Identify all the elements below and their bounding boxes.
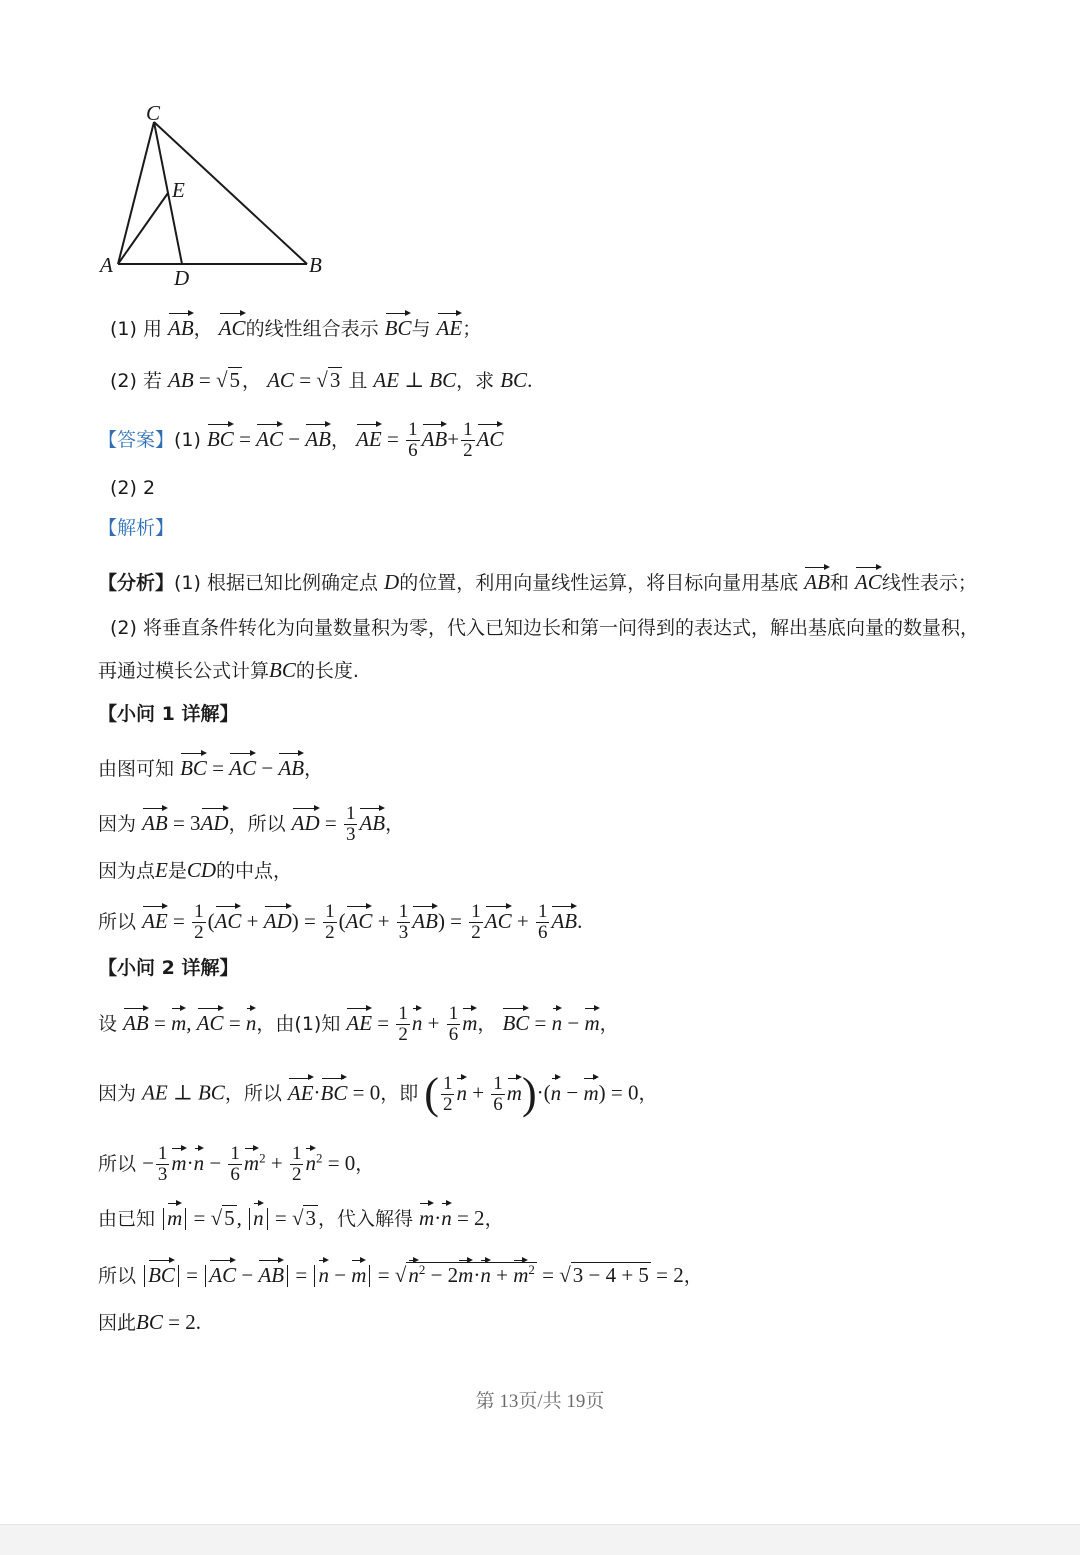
- part2-line-3: 所以 − $\frac{1}{3}$ m·n − $\frac{1}{6}$ $m^2$ + $\frac{1}{2}$ $n^2 = 0$，: [98, 1143, 375, 1185]
- triangle-figure: [96, 96, 346, 296]
- label-E: E: [172, 178, 185, 202]
- part1-title: 【小问 1 详解】: [98, 703, 239, 725]
- part2-line-5: 所以 BC = AC − AB = $n - m = √n^2 - 2m\cdot n + m^2 = √3 - 4 + 5 = 2$，: [98, 1256, 703, 1290]
- label-D: D: [174, 266, 190, 290]
- label-C: C: [146, 101, 161, 125]
- analysis-line-2: (2) 将垂直条件转化为向量数量积为零，代入已知边长和第一问得到的表达式，解出基底向量的数量积，: [110, 617, 979, 639]
- part1-line-3: 因为点E是CD的中点，: [98, 858, 293, 882]
- label-A: A: [100, 253, 113, 277]
- answer-tag: 【答案】: [98, 429, 175, 451]
- part1-line-4: 所以 AE = $\frac{1}{2}$ (AC + AD) = $\frac{1}{2}$ (AC + $\frac{1}{3}$ AB) = $\frac{1}{2}$ AC + $\frac{1}{6}$ AB.: [98, 901, 583, 943]
- analysis-line-3: 再通过模长公式计算BC的长度.: [98, 658, 359, 682]
- part2-line-6: 因此BC = 2.: [98, 1310, 201, 1334]
- answer-part-1: 【答案】(1) BC = AC − AB， AE = $\frac{1}{6}$ AB+ $\frac{1}{2}$ AC: [98, 419, 504, 461]
- part1-line-2: 因为 AB = 3AD，所以 AD = $\frac{1}{3}$ AB，: [98, 803, 405, 845]
- part2-line-1: 设 AB = m, AC = n，由(1)知 AE = $\frac{1}{2}$ n + $\frac{1}{6}$ m， BC = n − m，: [98, 1003, 619, 1045]
- part2-line-4: 由已知 m = √5, n = √3 ，代入解得 m·n = 2，: [98, 1200, 504, 1233]
- analysis-tag: 【解析】: [98, 517, 175, 539]
- label-B: B: [309, 253, 322, 277]
- part2-line-2: 因为 AE ⊥ BC，所以 AE·BC = 0，即 ( $\frac{1}{2}$ n + $\frac{1}{6}$ m)·(n − m) = 0，: [98, 1069, 658, 1118]
- analysis-line-1: 【分析】(1) 根据已知比例确定点 D的位置，利用向量线性运算，将目标向量用基底 AB和 AC线性表示；: [98, 564, 977, 597]
- question-2: (2) 若 AB = √5 ， AC = √3 且 AE ⊥ BC，求 BC.: [110, 368, 533, 392]
- part2-title: 【小问 2 详解】: [98, 957, 239, 979]
- answer-part-2: (2) 2: [110, 477, 156, 499]
- page-footer: 第 13页/共 19页: [475, 1391, 605, 1412]
- question-1: (1) 用 AB， AC的线性组合表示 BC与 AE；: [110, 310, 481, 343]
- bottom-bar: [0, 1524, 1080, 1555]
- part1-line-1: 由图可知 BC = AC − AB，: [98, 750, 323, 783]
